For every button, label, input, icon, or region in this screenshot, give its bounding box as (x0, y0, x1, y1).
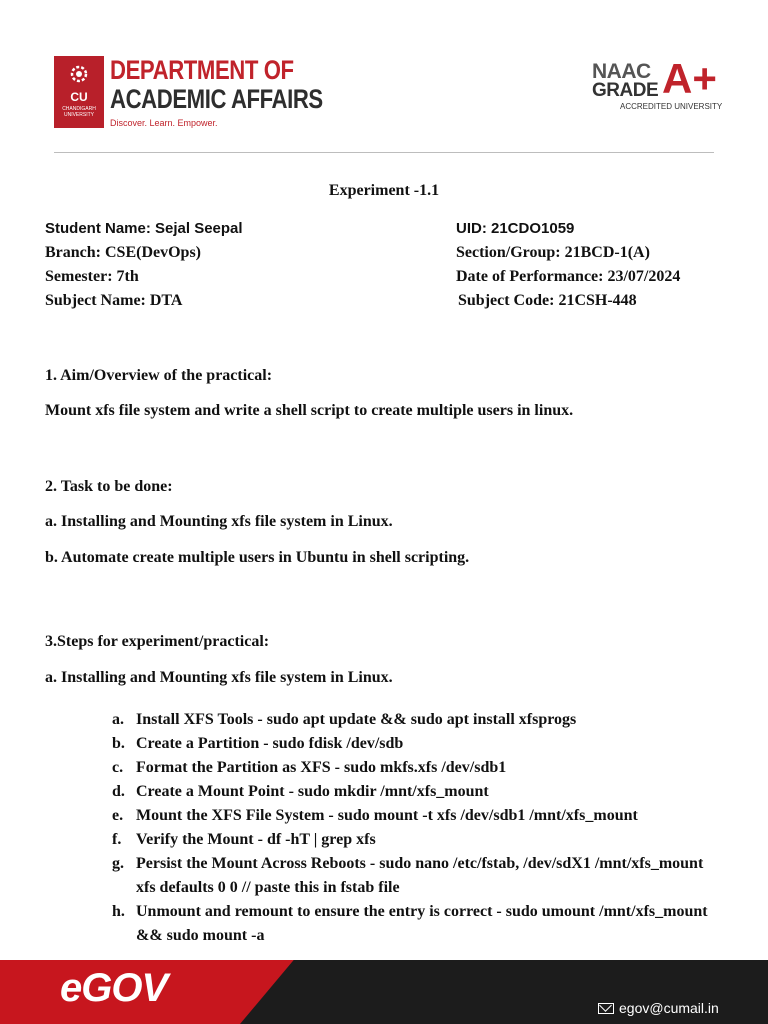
list-item-text: Mount the XFS File System - sudo mount -t xfs /dev/sdb1 /mnt/xfs_mount (136, 807, 638, 824)
footer-email-text: egov@cumail.in (619, 1000, 719, 1016)
list-item-text: Persist the Mount Across Reboots - sudo nano /etc/fstab, /dev/sdX1 /mnt/xfs_mount xfs defaults 0 0 // paste this in fstab file (136, 855, 704, 896)
subject-name: Subject Name: DTA (45, 292, 183, 309)
seal-subtext: CHANDIGARH UNIVERSITY (62, 106, 96, 118)
header-divider (54, 152, 714, 153)
list-item-text: Install XFS Tools - sudo apt update && sudo apt install xfsprogs (136, 711, 577, 728)
student-branch: Branch: CSE(DevOps) (45, 244, 202, 261)
aim-heading: 1. Aim/Overview of the practical: (45, 367, 273, 384)
accredited-label: ACCREDITED UNIVERSITY (620, 102, 723, 111)
department-title-line2: ACADEMIC AFFAIRS (110, 84, 323, 114)
list-item (112, 900, 716, 948)
task-heading: 2. Task to be done: (45, 478, 173, 495)
list-item (112, 756, 716, 780)
list-item-text: Unmount and remount to ensure the entry is correct - sudo umount /mnt/xfs_mount && sudo mount -a (136, 903, 708, 944)
list-item-text: Create a Partition - sudo fdisk /dev/sdb (136, 735, 404, 752)
egov-logo: eGOV (60, 966, 168, 1010)
experiment-title: Experiment -1.1 (328, 182, 440, 199)
seal-text: CU (70, 90, 88, 104)
list-marker: h. (112, 903, 125, 920)
student-name: Student Name: Sejal Seepal (45, 220, 243, 237)
student-section: Section/Group: 21BCD-1(A) (456, 244, 650, 261)
task-item-b: b. Automate create multiple users in Ubuntu in shell scripting. (45, 549, 470, 566)
list-marker: d. (112, 783, 125, 800)
grade-label: GRADE (592, 80, 659, 101)
student-semester: Semester: 7th (45, 268, 139, 285)
aim-text: Mount xfs file system and write a shell script to create multiple users in linux. (45, 402, 574, 419)
task-item-a: a. Installing and Mounting xfs file system in Linux. (45, 513, 393, 530)
list-item (112, 732, 716, 756)
list-item (112, 780, 716, 804)
list-item-text: Create a Mount Point - sudo mkdir /mnt/xfs_mount (136, 783, 489, 800)
list-marker: a. (112, 711, 124, 728)
list-marker: c. (112, 759, 124, 776)
student-uid: UID: 21CDO1059 (456, 220, 575, 237)
university-seal-logo (54, 56, 104, 128)
list-item (112, 828, 716, 852)
date-of-performance: Date of Performance: 23/07/2024 (456, 268, 681, 285)
gear-emblem-icon (67, 62, 91, 86)
list-item (112, 852, 716, 900)
steps-list (112, 708, 716, 948)
footer-email (598, 1000, 719, 1016)
steps-heading: 3.Steps for experiment/practical: (45, 633, 270, 650)
list-item (112, 804, 716, 828)
list-item-text: Format the Partition as XFS - sudo mkfs.xfs /dev/sdb1 (136, 759, 507, 776)
list-marker: e. (112, 807, 124, 824)
naac-label: NAAC (592, 60, 651, 83)
steps-subheading: a. Installing and Mounting xfs file system in Linux. (45, 669, 393, 686)
tagline: Discover. Learn. Empower. (110, 118, 218, 128)
list-item (112, 708, 716, 732)
list-marker: f. (112, 831, 122, 848)
list-item-text: Verify the Mount - df -hT | grep xfs (136, 831, 376, 848)
department-title-line1: DEPARTMENT OF (110, 55, 294, 85)
list-marker: g. (112, 855, 124, 872)
page-header (0, 0, 768, 152)
list-marker: b. (112, 735, 125, 752)
mail-icon (598, 1003, 614, 1014)
subject-code: Subject Code: 21CSH-448 (458, 292, 637, 309)
grade-value: A+ (662, 55, 717, 102)
